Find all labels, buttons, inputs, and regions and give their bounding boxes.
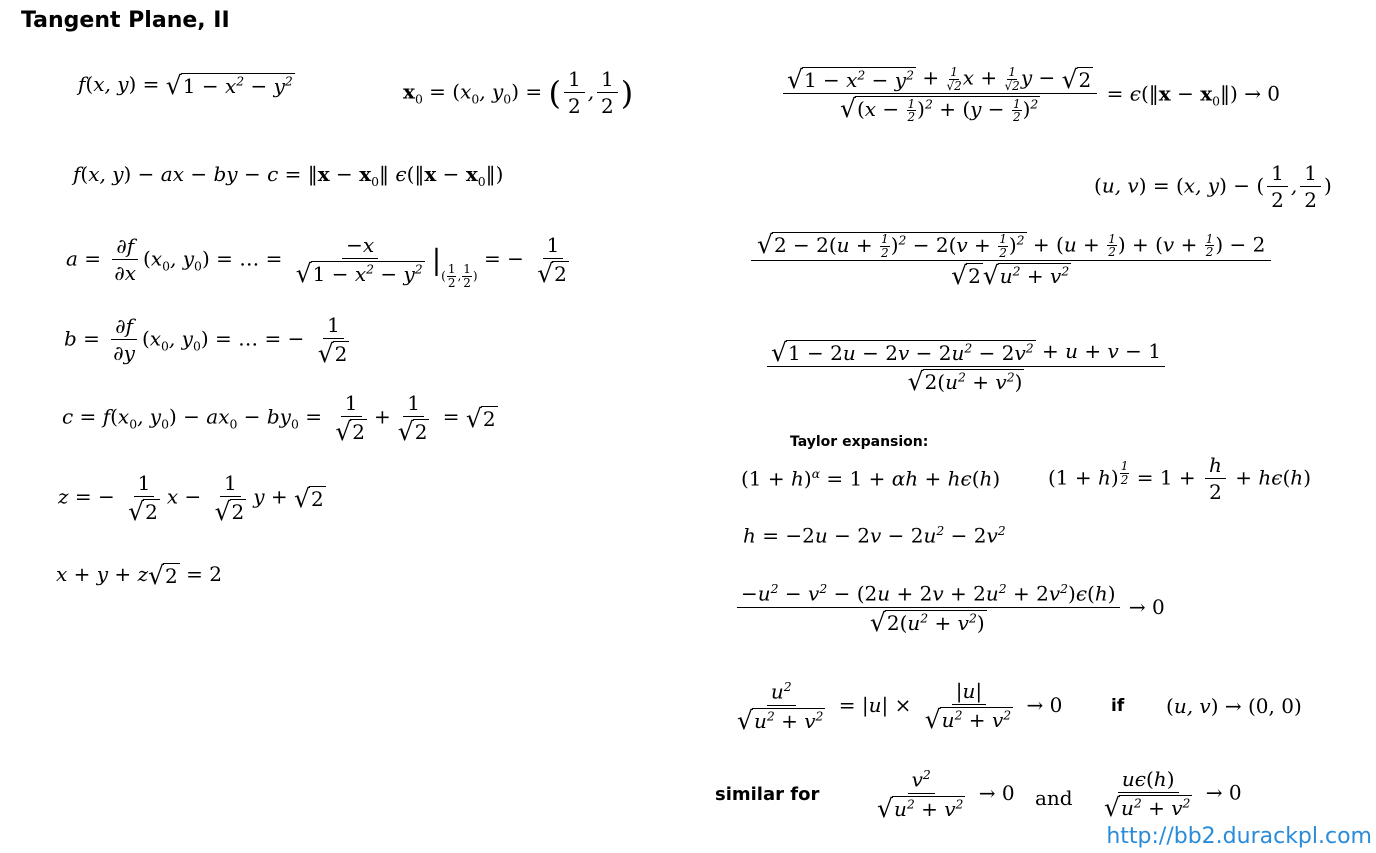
eq-uv-limit: (u, v) → (0, 0) xyxy=(1166,694,1302,718)
similar-for-label: similar for xyxy=(715,784,820,805)
eq-c: $c = f(x_0$, $y_0) - ax_0 - by_0$ = 1 √ 2 + 1 √ 2 = √ 2 xyxy=(62,391,496,446)
eq-x0-def: $x_0 = (x_0$, $y_0$) = ( $\frac{1}{2}$ , $\frac{1}{2}$ ) xyxy=(403,67,634,118)
eq-simplified: √ $1 - 2u - 2v - 2u^2 - 2v^2$ + u + v − 1 √ $2(u^2 + v^2)$ xyxy=(764,340,1168,394)
taylor-label: Taylor expansion: xyxy=(790,434,929,450)
eq-uv-frac: √ 2 − 2(u + $\frac{1}{2}$ )$^2$ − 2(v + $\frac{1}{2}$ )$^2$ + (u + $\frac{1}{2}$ ) + (v + $\frac{1}{2}$ ) − 2 √ 2 √ $u^2 + v^2$ xyxy=(748,232,1274,288)
page-title: Tangent Plane, II xyxy=(21,8,230,33)
eq-a: a = $\frac{\partial f}{\partial x}$ ($x_0$, $y_0$) = … = −x √ $1 - x^2 - y^2$ $|_{( \frac{1}{2} , \frac{1}{2} )}$ = − 1 √ 2 xyxy=(66,233,567,290)
eq-plane: x + y + z √ 2 = 2 xyxy=(56,561,222,590)
eq-limit-def: √ $1 - x^2 - y^2$ + $\frac{1}{√2}$ x + $\frac{1}{√2}$ y − √ 2 √ (x − $\frac{1}{2}$ )$^2$ + (y − $\frac{1}{2}$ )$^2$ = ϵ(‖x − $x_0‖) \to 0$ xyxy=(780,66,1280,124)
eq-linear-approx: f(x, y) − ax − by − c = ‖x − $x_0‖$ ϵ(‖x − $x_0‖$) xyxy=(73,162,504,189)
watermark-link[interactable]: http://bb2.durackpl.com xyxy=(1106,824,1372,849)
eq-expanded: $-u^2 - v^2 - (2u + 2v + 2u^2 + 2v^2)\epsilon(h)$ √ $2(u^2 + v^2)$ → 0 xyxy=(734,582,1165,635)
eq-taylor-general: $(1 + h)^\alpha = 1 + \alpha h + h\epsilon(h)$ xyxy=(741,466,1001,491)
eq-taylor-sqrt: (1 + h) $^{\frac{1}{2}}$ = 1 + $\frac{h}{2}$ + hϵ(h) xyxy=(1048,453,1311,504)
eq-h-def: $h = -2u - 2v - 2u^2 - 2v^2$ xyxy=(743,523,1006,548)
and-label: and xyxy=(1035,786,1073,810)
eq-b: b = $\frac{\partial f}{\partial y}$ ($x_0$, $y_0$) = … = − 1 √ 2 xyxy=(64,313,348,368)
eq-v2-limit: $v^2$ √ $u^2 + v^2$ → 0 xyxy=(877,767,1015,823)
if-label: if xyxy=(1111,696,1125,716)
eq-ueps-limit: uϵ(h) √ $u^2 + v^2$ → 0 xyxy=(1104,767,1242,822)
eq-uv-sub: (u, v) = (x, y) − ( $\frac{1}{2}$ , $\frac{1}{2}$ ) xyxy=(1094,161,1332,212)
eq-u2-bound: $u^2$ √ $u^2 + v^2$ = |u| × |u| √ $u^2 + v^2$ → 0 xyxy=(737,679,1063,735)
eq-f-def: f(x, y) = √ $1 - x^2 - y^2$ xyxy=(78,71,293,100)
eq-z: z = − 1 √ 2 x − 1 √ 2 y + √ 2 xyxy=(58,471,324,526)
